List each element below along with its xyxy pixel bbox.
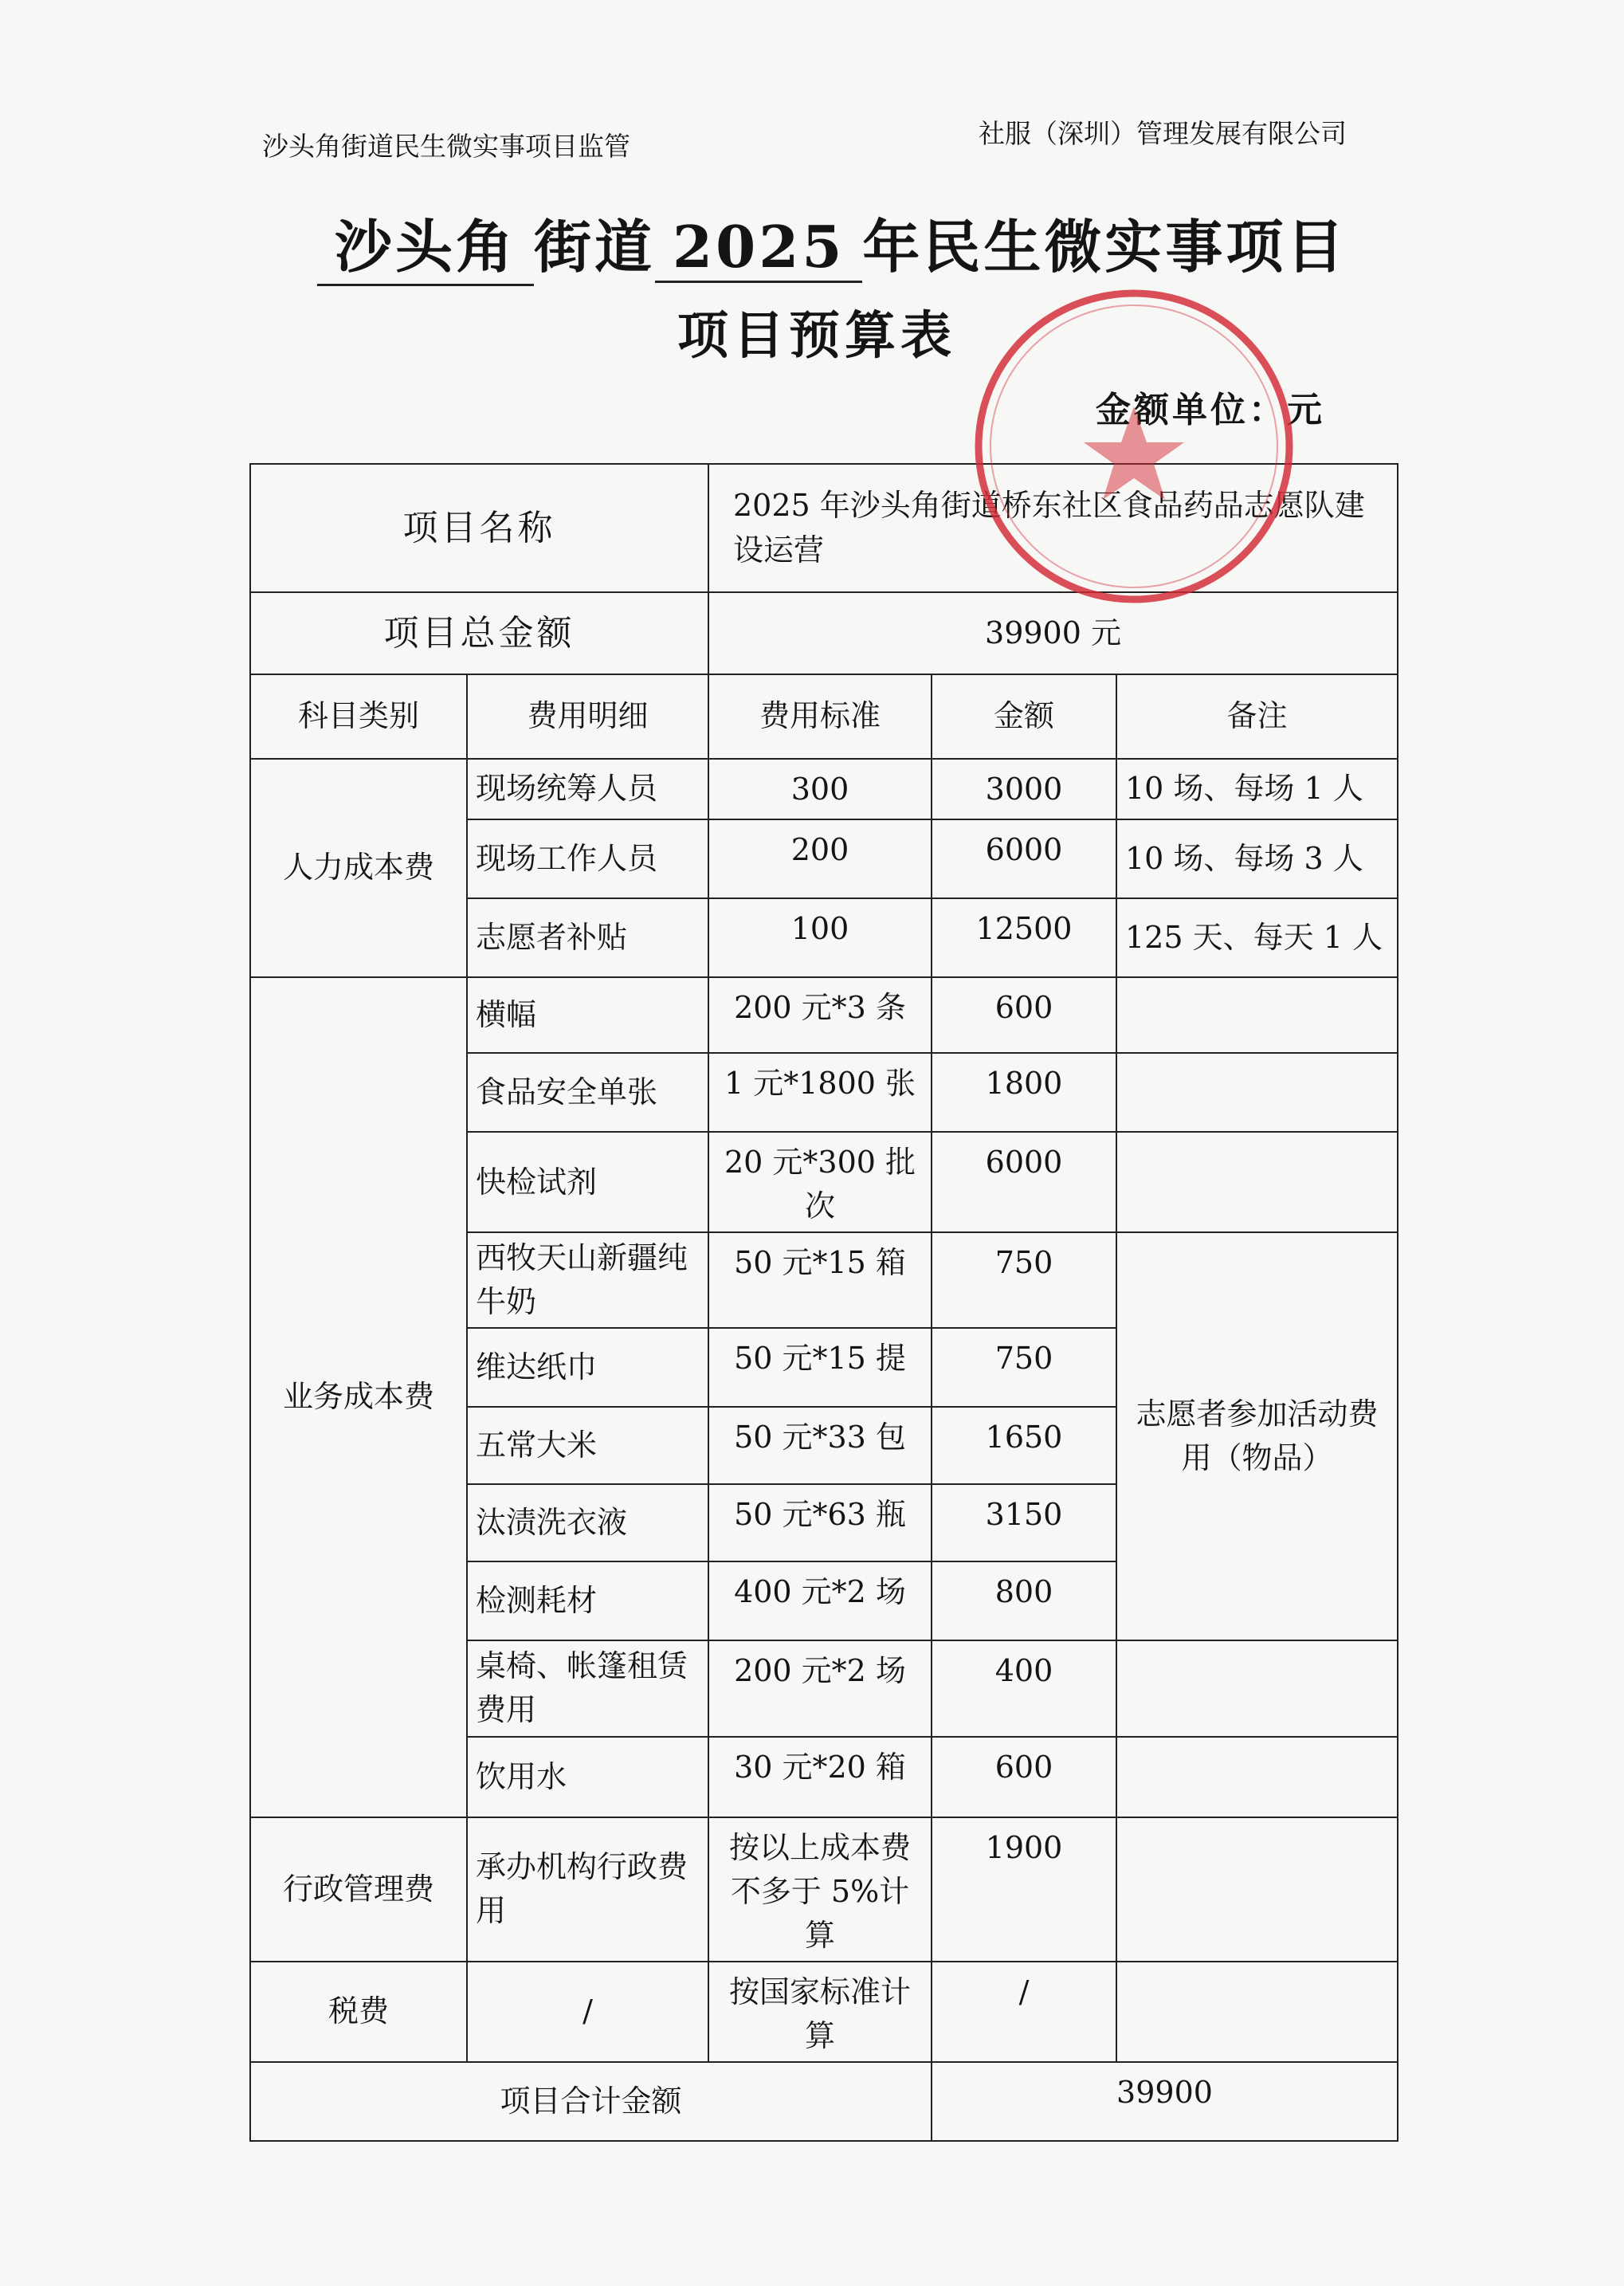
standard-cell: 按以上成本费不多于 5%计算 (708, 1817, 932, 1962)
item-cell: 饮用水 (467, 1737, 708, 1817)
standard-cell: 20 元*300 批次 (708, 1132, 932, 1232)
amount-cell: / (932, 1962, 1116, 2062)
category-cell: 人力成本费 (250, 759, 467, 977)
amount-cell: 800 (932, 1561, 1116, 1640)
col-header: 费用标准 (708, 674, 932, 759)
note-cell: 10 场、每场 3 人 (1116, 819, 1398, 898)
budget-row (250, 759, 1398, 819)
category-cell: 行政管理费 (250, 1817, 467, 1962)
note-cell: 125 天、每天 1 人 (1116, 898, 1398, 977)
page-subtitle: 项目预算表 (677, 306, 956, 366)
header-left: 沙头角街道民生微实事项目监管 (262, 131, 630, 162)
standard-cell: 300 (708, 759, 932, 819)
note-cell: 10 场、每场 1 人 (1116, 759, 1398, 819)
amount-cell: 750 (932, 1328, 1116, 1407)
item-cell: 志愿者补贴 (467, 898, 708, 977)
item-cell: / (467, 1962, 708, 2062)
amount-unit: 金额单位：元 (1096, 390, 1325, 430)
note-cell (1116, 977, 1398, 1053)
standard-cell: 400 元*2 场 (708, 1561, 932, 1640)
sum-row (250, 2062, 1398, 2141)
standard-cell: 200 (708, 819, 932, 898)
item-cell: 现场工作人员 (467, 819, 708, 898)
amount-cell: 6000 (932, 1132, 1116, 1232)
standard-cell: 100 (708, 898, 932, 977)
item-cell: 西牧天山新疆纯牛奶 (467, 1232, 708, 1328)
category-cell: 税费 (250, 1962, 467, 2062)
amount-cell: 3150 (932, 1484, 1116, 1561)
note-cell (1116, 1962, 1398, 2062)
note-cell: 志愿者参加活动费用（物品） (1116, 1232, 1398, 1640)
item-cell: 桌椅、帐篷租赁费用 (467, 1640, 708, 1736)
item-cell: 维达纸巾 (467, 1328, 708, 1407)
note-cell (1116, 1053, 1398, 1132)
item-cell: 现场统筹人员 (467, 759, 708, 819)
amount-cell: 750 (932, 1232, 1116, 1328)
amount-cell: 1650 (932, 1407, 1116, 1484)
title-mid: 街道 (534, 213, 656, 281)
standard-cell: 200 元*2 场 (708, 1640, 932, 1736)
note-cell (1116, 1737, 1398, 1817)
column-header-row (250, 674, 1398, 759)
project-name-row (250, 464, 1398, 592)
amount-cell: 1800 (932, 1053, 1116, 1132)
budget-row (250, 1962, 1398, 2062)
budget-row (250, 977, 1398, 1053)
budget-table (249, 463, 1398, 2142)
standard-cell: 按国家标准计算 (708, 1962, 932, 2062)
standard-cell: 200 元*3 条 (708, 977, 932, 1053)
amount-cell: 600 (932, 977, 1116, 1053)
note-cell (1116, 1640, 1398, 1736)
category-cell: 业务成本费 (250, 977, 467, 1817)
project-total-value: 39900 元 (708, 592, 1398, 674)
title-year: 2025 (655, 213, 862, 283)
amount-cell: 1900 (932, 1817, 1116, 1962)
note-cell (1116, 1817, 1398, 1962)
col-header: 科目类别 (250, 674, 467, 759)
col-header: 金额 (932, 674, 1116, 759)
item-cell: 汰渍洗衣液 (467, 1484, 708, 1561)
standard-cell: 50 元*15 箱 (708, 1232, 932, 1328)
title-street: 沙头角 (317, 201, 534, 286)
standard-cell: 1 元*1800 张 (708, 1053, 932, 1132)
amount-cell: 400 (932, 1640, 1116, 1736)
note-cell (1116, 1132, 1398, 1232)
col-header: 费用明细 (467, 674, 708, 759)
project-name-value: 2025 年沙头角街道桥东社区食品药品志愿队建设运营 (708, 464, 1398, 592)
amount-cell: 600 (932, 1737, 1116, 1817)
standard-cell: 50 元*33 包 (708, 1407, 932, 1484)
item-cell: 横幅 (467, 977, 708, 1053)
col-header: 备注 (1116, 674, 1398, 759)
page-title (317, 201, 1347, 286)
amount-cell: 12500 (932, 898, 1116, 977)
sum-label: 项目合计金额 (250, 2062, 932, 2141)
standard-cell: 50 元*63 瓶 (708, 1484, 932, 1561)
standard-cell: 30 元*20 箱 (708, 1737, 932, 1817)
item-cell: 快检试剂 (467, 1132, 708, 1232)
project-name-label: 项目名称 (250, 464, 708, 592)
amount-cell: 6000 (932, 819, 1116, 898)
sum-value: 39900 (932, 2062, 1398, 2141)
header-right: 社服（深圳）管理发展有限公司 (979, 118, 1347, 149)
item-cell: 五常大米 (467, 1407, 708, 1484)
title-rest: 年民生微实事项目 (862, 213, 1347, 281)
item-cell: 承办机构行政费用 (467, 1817, 708, 1962)
project-total-row (250, 592, 1398, 674)
budget-row (250, 1817, 1398, 1962)
standard-cell: 50 元*15 提 (708, 1328, 932, 1407)
amount-cell: 3000 (932, 759, 1116, 819)
item-cell: 食品安全单张 (467, 1053, 708, 1132)
item-cell: 检测耗材 (467, 1561, 708, 1640)
project-total-label: 项目总金额 (250, 592, 708, 674)
